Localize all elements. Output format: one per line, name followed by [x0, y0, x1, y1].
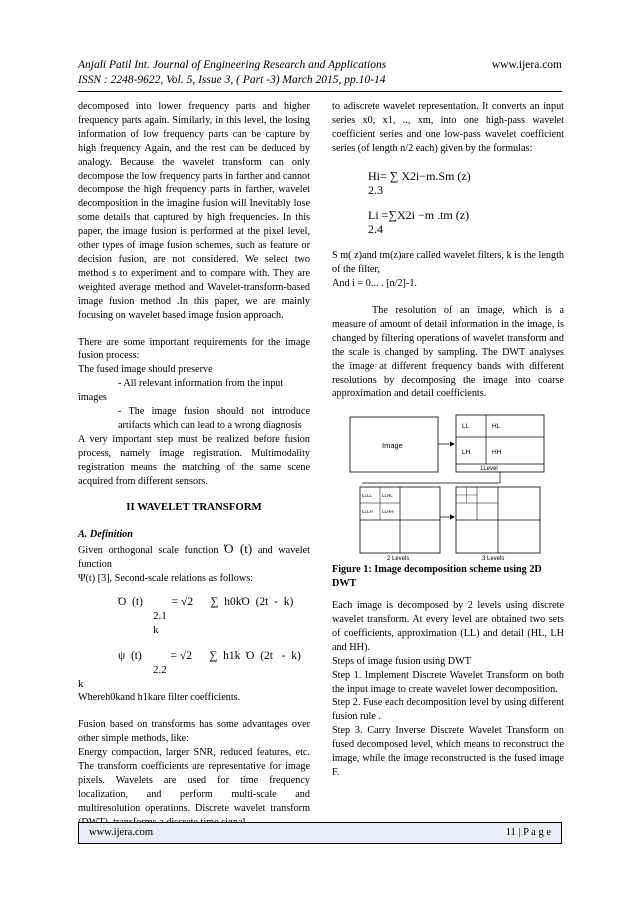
section-heading: II WAVELET TRANSFORM [126, 501, 262, 514]
paragraph: The resolution of an image, which is a measure of amount of detail information in the image, is changed by filtering operations of wavelet transform and the scale is changed by sampling. The DWT analyses the image at different frequency bands with different resolutions by decomposing the image into coarse approximation and detail coefficients. [332, 304, 564, 400]
paragraph: Each image is decomposed by 2 levels using discrete wavelet transform. At every level are obtained two sets of coefficients, approximation (LL) and detail (HL, LH and HH). [332, 600, 564, 653]
figure-svg [332, 407, 564, 563]
levels3-label: 3 Levels [482, 556, 505, 563]
paragraph: A very important step must be realized before fusion process, namely image registration. Multimodality registration means the matching of the same scene acquired from different sensors. [78, 433, 310, 487]
hh-label: HH [492, 449, 502, 457]
equation-2-4: Li =∑X2i −m .tm (z) [368, 208, 470, 223]
paragraph: The fused image should preserve [78, 364, 213, 376]
right-column [332, 100, 564, 780]
llhh-label: LLHH [382, 509, 394, 515]
equation-2-1: Ό (t) = √2 ∑ h0kΌ (2t - k) [118, 596, 294, 608]
figure-caption: Figure 1: Image decomposition scheme using 2D DWT [332, 564, 542, 590]
subsection-heading: A. Definition [78, 529, 133, 541]
decomposition-figure [332, 407, 564, 563]
paragraph: And i = 0... . [n/2]-1. [332, 278, 417, 290]
paragraph: Steps of image fusion using DWT [332, 655, 471, 667]
paragraph: S m( z)and tm(z)are called wavelet filters, k is the length of the filter, [332, 250, 564, 276]
equation-2-2: ψ (t) = √2 ∑ h1k Ό (2t - k) [118, 649, 301, 662]
paragraph: Given orthogonal scale function Ό (t) and wavelet function [78, 541, 310, 571]
equation-index: k [153, 623, 159, 636]
arrow-head [450, 442, 455, 447]
page-number: 11 | P a g e [505, 827, 551, 838]
ll-label: LL [462, 423, 470, 431]
journal-title: Anjali Patil Int. Journal of Engineering Research and Applications [78, 59, 387, 71]
image-label: Image [382, 441, 403, 451]
paragraph: to adiscrete wavelet representation. It converts an input series x0, x1, .., xm, into one high-pass wavelet coefficient series and one low-pass wavelet coefficient series (of length n/2 each) given by the formulas: [332, 101, 564, 154]
header-divider [78, 91, 562, 92]
equation-index: k [78, 677, 84, 690]
paragraph: Fusion based on transforms has some advantages over other simple methods, like: [78, 719, 310, 745]
paragraph: decomposed into lower frequency parts and higher frequency parts again. Similarly, in this level, the losing information of low frequency parts can be capture by high frequency Again, and the rest can be deduced by analogy. Because the wavelet transform can only decompose the low frequency parts in farther and cannot decompose the high frequency parts in farther, wavelet decomposition in the imagine fusion will Inevitably lose some details that captured by high frequencies. In this paper, the image fusion is performed at the pixel level, other types of image fusion schemes, such as feature or decision fusion, are not considered. We select two method s to experiment and to compare with. They are weighted average method and Wavelet-transform-based image fusion method .In this paper, we are mainly focusing on wavelet based image fusion approach. [78, 101, 310, 321]
llhl-label: LLHL [382, 493, 393, 499]
equation-number: 2.4 [368, 222, 383, 237]
paragraph: There are some important requirements for the image fusion process: [78, 336, 310, 362]
paragraph: Energy compaction, larger SNR, reduced features, etc. The transform coefficients are representative for image pixels. Wavelets are used for time frequency localization, and perform multi-scale and multiresolution operations. Discrete wavelet transform [78, 747, 310, 814]
paragraph: Step 1. Implement Discrete Wavelet Transform on both the input image to create wavelet lower decomposition. [332, 669, 564, 695]
list-item: - All relevant information from the input [118, 378, 284, 390]
running-header [78, 58, 562, 88]
hl-label: HL [492, 423, 501, 431]
list-item-continuation: images [78, 392, 107, 404]
lllh-label: LLLH [362, 509, 373, 515]
page-footer [78, 822, 562, 844]
equation-number: 2.3 [368, 182, 383, 197]
paragraph: Whereh0kand h1kare filter coefficients. [78, 692, 241, 704]
issn-line: ISSN : 2248-9622, Vol. 5, Issue 3, ( Part -3) March 2015, pp.10-14 [78, 74, 386, 86]
levels2-label: 2 Levels [387, 556, 410, 563]
footer-website-link[interactable]: www.ijera.com [89, 827, 154, 838]
lh-label: LH [462, 449, 471, 457]
paragraph: Ψ(t) [3], Second-scale relations as follows: [78, 573, 253, 585]
paragraph: Step 3. Carry Inverse Discrete Wavelet Transform on fused decomposed level, which means to reconstruct the image, while the image reconstructed is the fused image F. [332, 725, 564, 778]
llll-label: LLLL [362, 493, 373, 499]
header-website-link[interactable]: www.ijera.com [491, 59, 562, 71]
equation-number: 2.1 [153, 609, 167, 622]
list-item: - The image fusion should not introduce artifacts which can lead to a wrong diagnosis [118, 406, 310, 431]
equation-2-3: Hi= ∑ X2i−m.Sm (z) [368, 168, 471, 183]
equation-number: 2.2 [153, 663, 167, 676]
left-column [78, 100, 310, 830]
level1-label: 1Level [480, 466, 498, 473]
paragraph: Step 2. Fuse each decomposition level by using different fusion rule . [332, 697, 564, 723]
